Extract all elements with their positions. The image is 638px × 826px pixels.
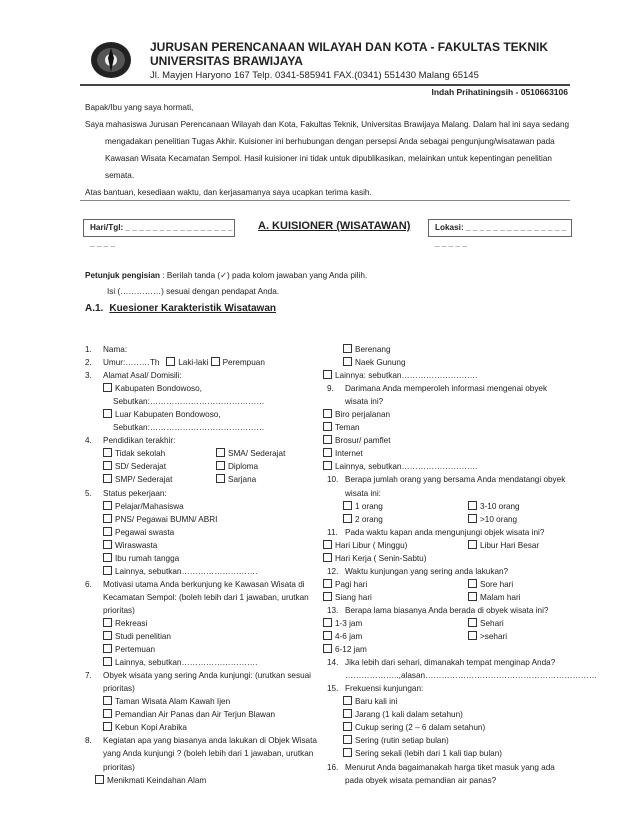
- q9-o5-label: Lainnya, sebutkan……………………….: [335, 462, 478, 472]
- q11-o2-label: Libur Hari Besar: [480, 540, 540, 550]
- q12-label: Waktu kunjungan yang sering anda lakukan?: [345, 566, 509, 576]
- q2-male-label: Laki-laki: [178, 358, 209, 368]
- q10-o3-label: 2 orang: [355, 514, 383, 524]
- q9-o3-label: Brosur/ pamflet: [335, 436, 391, 446]
- q3-o1-checkbox[interactable]: [103, 383, 112, 392]
- q3-o2-sebutkan[interactable]: Sebutkan:……………………………………: [113, 423, 265, 433]
- q12-o1-checkbox[interactable]: [323, 579, 332, 588]
- q10-o1-checkbox[interactable]: [343, 501, 352, 510]
- instructions: [85, 270, 367, 282]
- q12-o2-checkbox[interactable]: [468, 579, 477, 588]
- letter-line4: semata.: [105, 171, 135, 180]
- q9-o4-label: Internet: [335, 449, 363, 459]
- q12-o3-label: Siang hari: [335, 592, 372, 602]
- q10-o4-label: >10 orang: [480, 514, 518, 524]
- q5-o1-checkbox[interactable]: [103, 501, 112, 510]
- q13-o2-checkbox[interactable]: [468, 618, 477, 627]
- q15-o4-label: Sering (rutin setiap bulan): [355, 736, 449, 746]
- letter-body: [85, 99, 570, 201]
- q8-o1-label: Menikmati Keindahan Alam: [107, 775, 207, 785]
- q9-o3-checkbox[interactable]: [323, 435, 332, 444]
- author-signature: Indah Prihatiningsih - 0510663106: [431, 87, 568, 97]
- q11-o1-label: Hari Libur ( Minggu): [335, 540, 408, 550]
- q13-o4-checkbox[interactable]: [468, 631, 477, 640]
- q5-o4-checkbox[interactable]: [103, 540, 112, 549]
- q5-o4-label: Wiraswasta: [115, 540, 158, 550]
- letter-thanks: Atas bantuan, kesediaan waktu, dan kerjasamanya saya ucapkan terima kasih.: [85, 188, 372, 197]
- q5-label: Status pekerjaan:: [103, 488, 167, 498]
- instructions-line2: Isi (……………) sesuai dengan pendapat Anda.: [107, 287, 280, 296]
- q15-o5-checkbox[interactable]: [343, 748, 352, 757]
- section-heading: [85, 303, 276, 314]
- instructions-line1: : Berilah tanda (✓) pada kolom jawaban yang Anda pilih.: [160, 271, 368, 280]
- q4-o4-label: Diploma: [228, 462, 259, 472]
- q4-o1-checkbox[interactable]: [103, 448, 112, 457]
- q5-o5-checkbox[interactable]: [103, 553, 112, 562]
- q6-o2-label: Studi penelitian: [115, 632, 171, 642]
- location-field[interactable]: Lokasi: _ _ _ _ _ _ _ _ _ _ _ _ _ _ _ _ _ _ _ _: [428, 219, 572, 237]
- q6-o4-checkbox[interactable]: [103, 657, 112, 666]
- q8-o2-label: Berenang: [355, 345, 391, 354]
- q4-o1-label: Tidak sekolah: [115, 449, 166, 459]
- q8-line2: yang Anda kunjungi ? (boleh lebih dari 1 jawaban, urutkan: [103, 749, 314, 759]
- q4-o5-label: SMP/ Sederajat: [115, 475, 173, 485]
- q10-o2-label: 3-10 orang: [480, 501, 520, 511]
- q6-o1-label: Rekreasi: [115, 618, 148, 628]
- q5-o6-label: Lainnya, sebutkan……………………….: [115, 566, 258, 576]
- q3-o2-checkbox[interactable]: [103, 409, 112, 418]
- q13-o3-checkbox[interactable]: [323, 631, 332, 640]
- q6-o3-checkbox[interactable]: [103, 644, 112, 653]
- q4-o2-checkbox[interactable]: [216, 448, 225, 457]
- q7-o3-checkbox[interactable]: [103, 722, 112, 731]
- header-title-line2: UNIVERSITAS BRAWIJAYA: [150, 54, 303, 68]
- header-address: Jl. Mayjen Haryono 167 Telp. 0341-585941 FAX.(0341) 551430 Malang 65145: [150, 70, 479, 81]
- q11-o2-checkbox[interactable]: [468, 540, 477, 549]
- q16-line2: pada obyek wisata pemandian air panas?: [345, 775, 497, 785]
- letter-line3: Kawasan Wisata Kecamatan Sempol. Hasil kuisioner ini tidak untuk dipublikasikan, melainkan untuk kepentingan penelitian: [105, 154, 552, 163]
- right-column: Berenang Naek Gunung Lainnya: sebutkan………………………. 9. Darimana Anda memperoleh informasi mengenai obyek wisata ini? Biro perjalanan Teman Brosur/ pamflet Internet Lainnya, sebutkan………………………. 10. Berapa jumlah orang yang bersama Anda mendatangi obyek wisata ini: 1 orang 3-10 orang 2 orang >10 orang 11. Pada waktu kapan anda mengunjungi objek wisata ini? Hari Libur ( Minggu) Libur Hari Besar Hari Kerja ( Senin-Sabtu) 12. Waktu kunjungan yang sering anda lakukan? Pagi hari Sore hari Siang hari Malam hari 13. Berapa lama biasanya Anda berada di obyek wisata ini? 1-3 jam Sehari 4-6 jam >sehari 6-12 jam 14. Jika lebih dari sehari, dimanakah tempat menginap Anda? ………………..,alasan……………………………………………………… 15. Frekuensi kunjungan: Baru kali ini Jarang (1 kali dalam setahun) Cukup sering (2 – 6 dalam setahun) Sering (rutin setiap bulan) Sering sekali (lebih dari 1 kali tiap bulan) 16. Menurut Anda bagaimanakah harga tiket masuk yang ada pada obyek wisata pemandian air panas?: [323, 343, 573, 787]
- q9-o4-checkbox[interactable]: [323, 448, 332, 457]
- q15-o5-label: Sering sekali (lebih dari 1 kali tiap bulan): [355, 749, 502, 759]
- q10-o2-checkbox[interactable]: [468, 501, 477, 510]
- q12-o4-label: Malam hari: [480, 592, 521, 602]
- q3-o2-label: Luar Kabupaten Bondowoso,: [115, 410, 221, 420]
- q6-o1-checkbox[interactable]: [103, 618, 112, 627]
- letter-line1: Saya mahasiswa Jurusan Perencanaan Wilayah dan Kota, Fakultas Teknik, Universitas Brawijaya Malang. Dalam hal ini saya sedang: [85, 120, 570, 129]
- q8-o3-label: Naek Gunung: [355, 358, 406, 368]
- q8-line1: Kegiatan apa yang biasanya anda lakukan di Objek Wisata: [103, 736, 317, 746]
- q13-label: Berapa lama biasanya Anda berada di obyek wisata ini?: [345, 605, 549, 615]
- q6-line3: prioritas): [103, 605, 135, 615]
- section-number: A.1.: [85, 303, 104, 314]
- q4-o4-checkbox[interactable]: [216, 461, 225, 470]
- date-field[interactable]: Hari/Tgl: _ _ _ _ _ _ _ _ _ _ _ _ _ _ _ _ _ _ _ _: [83, 219, 235, 237]
- q16-line1: Menurut Anda bagaimanakah harga tiket masuk yang ada: [345, 762, 555, 772]
- q9-o2-label: Teman: [335, 423, 360, 433]
- q14-label: Jika lebih dari sehari, dimanakah tempat menginap Anda?: [345, 658, 556, 668]
- university-logo-icon: [85, 38, 137, 82]
- q7-line2: prioritas): [103, 684, 135, 694]
- q15-o3-checkbox[interactable]: [343, 722, 352, 731]
- q6-o3-label: Pertemuan: [115, 645, 156, 655]
- section-title: Kuesioner Karakteristik Wisatawan: [109, 303, 276, 314]
- q2-label: Umur:………Th: [103, 358, 160, 368]
- q12-o3-checkbox[interactable]: [323, 592, 332, 601]
- q4-o5-checkbox[interactable]: [103, 474, 112, 483]
- q15-o4-checkbox[interactable]: [343, 735, 352, 744]
- q12-o2-label: Sore hari: [480, 579, 514, 589]
- q10-o4-checkbox[interactable]: [468, 514, 477, 523]
- q9-o2-checkbox[interactable]: [323, 422, 332, 431]
- q14-answer[interactable]: ………………..,alasan………………………………………………………: [345, 671, 598, 681]
- q3-o1-sebutkan[interactable]: Sebutkan:……………………………………: [113, 397, 265, 407]
- header-title-line1: JURUSAN PERENCANAAN WILAYAH DAN KOTA - FAKULTAS TEKNIK: [150, 40, 549, 54]
- q13-o1-label: 1-3 jam: [335, 618, 363, 628]
- q2-male-checkbox[interactable]: [166, 357, 175, 366]
- letter-greeting: Bapak/Ibu yang saya hormati,: [85, 103, 194, 112]
- q7-o1-label: Taman Wisata Alam Kawah Ijen: [115, 697, 231, 707]
- q13-o1-checkbox[interactable]: [323, 618, 332, 627]
- q13-o3-label: 4-6 jam: [335, 632, 363, 642]
- q5-o5-label: Ibu rumah tangga: [115, 553, 180, 563]
- q7-line1: Obyek wisata yang sering Anda kunjungi: (urutkan sesuai: [103, 671, 311, 681]
- q5-o2-label: PNS/ Pegawai BUMN/ ABRI: [115, 514, 218, 524]
- q9-o1-label: Biro perjalanan: [335, 410, 391, 420]
- q5-o1-label: Pelajar/Mahasiswa: [115, 501, 184, 511]
- instructions-label: Petunjuk pengisian: [85, 271, 161, 280]
- q15-o1-checkbox[interactable]: [343, 696, 352, 705]
- q6-o2-checkbox[interactable]: [103, 631, 112, 640]
- q15-label: Frekuensi kunjungan:: [345, 684, 424, 694]
- q6-o4-label: Lainnya, sebutkan……………………….: [115, 658, 258, 668]
- q15-o1-label: Baru kali ini: [355, 697, 398, 707]
- q4-o3-label: SD/ Sederajat: [115, 462, 166, 472]
- q5-o6-checkbox[interactable]: [103, 566, 112, 575]
- q2-female-label: Perempuan: [222, 358, 265, 368]
- q2-female-checkbox[interactable]: [211, 357, 220, 366]
- q5-o3-label: Pegawai swasta: [115, 527, 175, 537]
- q4-o6-checkbox[interactable]: [216, 474, 225, 483]
- q10-o3-checkbox[interactable]: [343, 514, 352, 523]
- q7-o2-checkbox[interactable]: [103, 709, 112, 718]
- q15-o2-checkbox[interactable]: [343, 709, 352, 718]
- q10-line2: wisata ini:: [345, 488, 381, 498]
- q5-o2-checkbox[interactable]: [103, 514, 112, 523]
- q8-line3: prioritas): [103, 762, 135, 772]
- q12-o4-checkbox[interactable]: [468, 592, 477, 601]
- questionnaire-title: A. KUISIONER (WISATAWAN): [258, 220, 411, 232]
- q12-o1-label: Pagi hari: [335, 579, 368, 589]
- q7-o3-label: Kebun Kopi Arabika: [115, 723, 187, 733]
- q7-o1-checkbox[interactable]: [103, 696, 112, 705]
- q4-o6-label: Sarjana: [228, 475, 257, 485]
- q10-o1-label: 1 orang: [355, 501, 383, 511]
- q11-o3-checkbox[interactable]: [323, 553, 332, 562]
- q15-o3-label: Cukup sering (2 – 6 dalam setahun): [355, 723, 486, 733]
- q13-o2-label: Sehari: [480, 618, 504, 628]
- q9-o5-checkbox[interactable]: [323, 461, 332, 470]
- q4-o3-checkbox[interactable]: [103, 461, 112, 470]
- q6-line2: Kecamatan Sempol: (boleh lebih dari 1 jawaban, urutkan: [103, 592, 309, 602]
- q7-o2-label: Pemandian Air Panas dan Air Terjun Blawan: [115, 710, 276, 720]
- q15-o2-label: Jarang (1 kali dalam setahun): [355, 710, 463, 720]
- q1-label: Nama:: [103, 345, 128, 354]
- header-title: [150, 40, 548, 68]
- q9-line2: wisata ini?: [345, 397, 384, 407]
- q10-line1: Berapa jumlah orang yang bersama Anda mendatangi obyek: [345, 475, 566, 485]
- q3-o1-label: Kabupaten Bondowoso,: [115, 384, 202, 394]
- q8-o4-label: Lainnya: sebutkan……………………….: [335, 371, 478, 381]
- q9-line1: Darimana Anda memperoleh informasi mengenai obyek: [345, 384, 548, 394]
- letter-line2: mengadakan penelitian Tugas Akhir. Kuisioner ini berhubungan dengan persepsi Anda sebagai pengunjung/wisatawan pada: [105, 137, 555, 146]
- q13-o5-label: 6-12 jam: [335, 645, 367, 655]
- header-divider: [80, 84, 570, 86]
- q11-o1-checkbox[interactable]: [323, 540, 332, 549]
- q4-label: Pendidikan terakhir:: [103, 436, 176, 446]
- q11-label: Pada waktu kapan anda mengunjungi objek wisata ini?: [345, 527, 545, 537]
- q11-o3-label: Hari Kerja ( Senin-Sabtu): [335, 553, 427, 563]
- left-column: 1. Nama: 2. Umur:………Th Laki-laki Perempuan 3. Alamat Asal/ Domisili: Kabupaten Bondowoso, Sebutkan:…………………………………… Luar Kabupaten Bondowoso, Sebutkan:…………………………………… 4. Pendidikan terakhir: Tidak sekolah SMA/ Sederajat SD/ Sederajat Diploma SMP/ Sederajat Sarjana 5. Status pekerjaan: Pelajar/Mahasiswa PNS/ Pegawai BUMN/ ABRI Pegawai swasta Wiraswasta Ibu rumah tangga Lainnya, sebutkan………………………. 6. Motivasi utama Anda berkunjung ke Kawasan Wisata di Kecamatan Sempol: (boleh lebih dari 1 jawaban, urutkan prioritas) Rekreasi Studi penelitian Pertemuan Lainnya, sebutkan………………………. 7. Obyek wisata yang sering Anda kunjungi: (urutkan sesuai prioritas) Taman Wisata Alam Kawah Ijen Pemandian Air Panas dan Air Terjun Blawan Kebun Kopi Arabika 8. Kegiatan apa yang biasanya anda lakukan di Objek Wisata yang Anda kunjungi ? (boleh lebih dari 1 jawaban, urutkan prioritas) Menikmati Keindahan Alam: [85, 345, 317, 785]
- q6-line1: Motivasi utama Anda berkunjung ke Kawasan Wisata di: [103, 579, 305, 589]
- q8-o4-checkbox[interactable]: [323, 370, 332, 379]
- letter-divider: [80, 200, 570, 201]
- q4-o2-label: SMA/ Sederajat: [228, 449, 286, 459]
- q8-o3-checkbox[interactable]: [343, 357, 352, 366]
- q13-o4-label: >sehari: [480, 632, 508, 642]
- q8-o2-checkbox[interactable]: [343, 344, 352, 353]
- q9-o1-checkbox[interactable]: [323, 409, 332, 418]
- q3-label: Alamat Asal/ Domisili:: [103, 371, 182, 381]
- q8-o1-checkbox[interactable]: [95, 775, 104, 784]
- q13-o5-checkbox[interactable]: [323, 644, 332, 653]
- q5-o3-checkbox[interactable]: [103, 527, 112, 536]
